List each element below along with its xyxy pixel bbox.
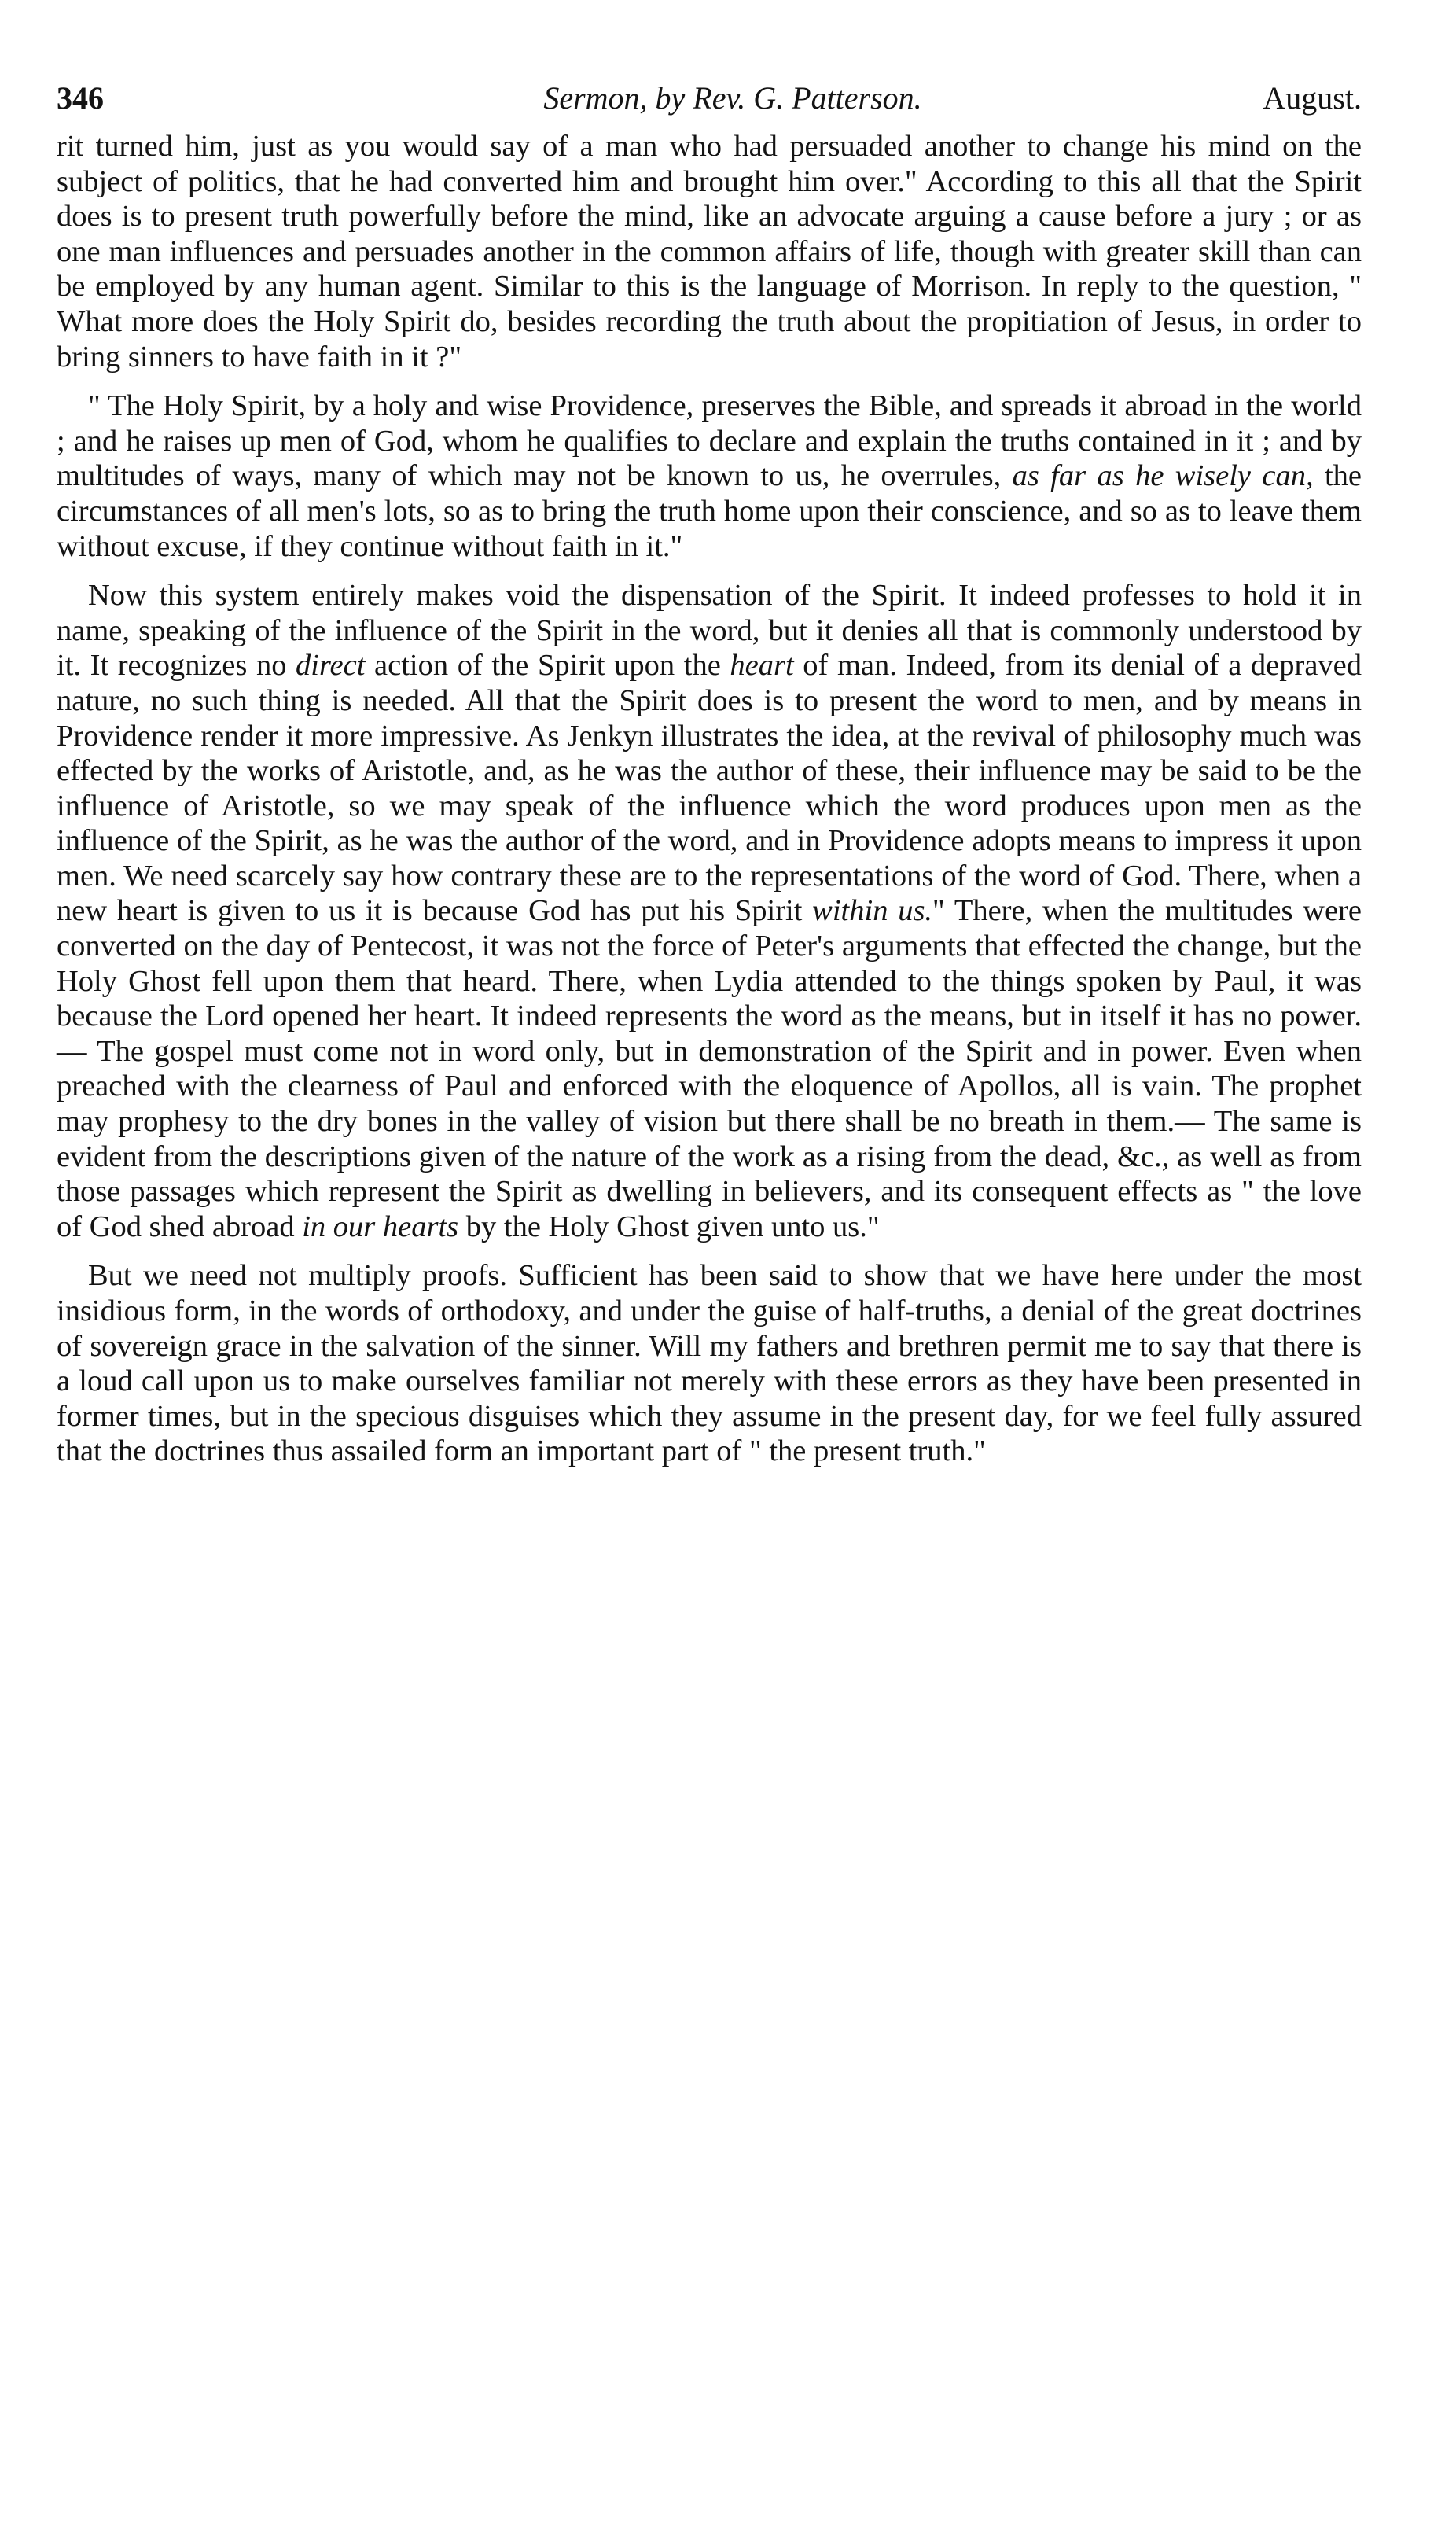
paragraph-2 (57, 388, 1362, 564)
running-month: August. (1263, 80, 1362, 116)
paragraph-3-emphasis-direct: direct (296, 649, 366, 683)
paragraph-2-text-c: the circumstances of all men's lots, so as to bring the truth home upon their conscience, and so as to leave them without excuse, if they continue without faith in it." (57, 459, 1362, 563)
paragraph-3-emphasis-within-us: within us. (812, 894, 933, 928)
paragraph-3-text-g: " There, when the multitudes were converted on the day of Pentecost, it was not the force of Peter's arguments that effected the change, but the Holy Ghost fell upon them that heard. There, when Lydia attended to the things spoken by Paul, it was because the Lord opened her heart. It indeed represents the word as the means, but in itself it has no power.— The gospel must come not in word only, but in demonstration of the Spirit and in power. Even when preached with the clearness of Paul and enforced with the eloquence of Apollos, all is vain. The prophet may prophesy to the dry bones in the valley of vision but there shall be no breath in them.— The same is evident from the descriptions given of the nature of the work as a rising from the dead, &c., as well as from those passages which represent the Spirit as dwelling in believers, and its consequent effects as " the love of God shed abroad (57, 894, 1362, 1243)
paragraph-2-emphasis: as far as he wisely can, (1012, 459, 1314, 493)
paragraph-3-text-i: by the Holy Ghost given unto us." (458, 1209, 880, 1243)
page-number: 346 (57, 80, 104, 116)
paragraph-3-emphasis-heart: heart (730, 649, 794, 683)
paragraph-3 (57, 578, 1362, 1244)
page (57, 71, 1362, 1483)
paragraph-2-text-a: " The Holy Spirit, by a holy and wise Providence, preserves the Bible, and spreads it abroad in the world ; and he raises up men of God, whom he qualifies to declare and explain the truths contained in it ; and by multitudes of ways, many of which may not be known to us, he overrules, (57, 389, 1362, 493)
paragraph-3-text-a: Now this system entirely makes void the dispensation of the Spirit. It indeed professes to hold it in name, speaking of the influence of the Spirit in the word, but it denies all that is commonly understood by it. It recognizes no (57, 579, 1362, 683)
paragraph-3-emphasis-in-our-hearts: in our hearts (302, 1209, 459, 1243)
page-body (57, 129, 1362, 1469)
paragraph-3-text-c: action of the Spirit upon the (365, 649, 730, 683)
paragraph-4: But we need not multiply proofs. Sufficient has been said to show that we have here under the most insidious form, in the words of orthodoxy, and under the guise of half-truths, a denial of the great doctrines of sovereign grace in the salvation of the sinner. Will my fathers and brethren permit me to say that there is a loud call upon us to make ourselves familiar not merely with these errors as they have been presented in former times, but in the specious disguises which they assume in the present day, for we feel fully assured that the doctrines thus assailed form an important part of " the present truth." (57, 1259, 1362, 1468)
running-title: Sermon, by Rev. G. Patterson. (543, 80, 922, 116)
paragraph-1: rit turned him, just as you would say of a man who had persuaded another to change his mind on the subject of politics, that he had converted him and brought him over." According to this all that the Spirit does is to present truth powerfully before the mind, like an advocate arguing a cause before a jury ; or as one man influences and persuades another in the common affairs of life, though with greater skill than can be employed by any human agent. Similar to this is the language of Morrison. In reply to the question, " What more does the Holy Spirit do, besides recording the truth about the propitiation of Jesus, in order to bring sinners to have faith in it ?" (57, 130, 1362, 374)
page-header (57, 71, 1362, 126)
paragraph-3-text-e: of man. Indeed, from its denial of a depraved nature, no such thing is needed. All that the Spirit does is to present the word to men, and by means in Providence render it more impressive. As Jenkyn illustrates the idea, at the revival of philosophy much was effected by the works of Aristotle, and, as he was the author of these, their influence may be said to be the influence of Aristotle, so we may speak of the influence which the word produces upon men as the influence of the Spirit, as he was the author of the word, and in Providence adopts means to impress it upon men. We need scarcely say how contrary these are to the representations of the word of God. There, when a new heart is given to us it is because God has put his Spirit (57, 649, 1362, 928)
